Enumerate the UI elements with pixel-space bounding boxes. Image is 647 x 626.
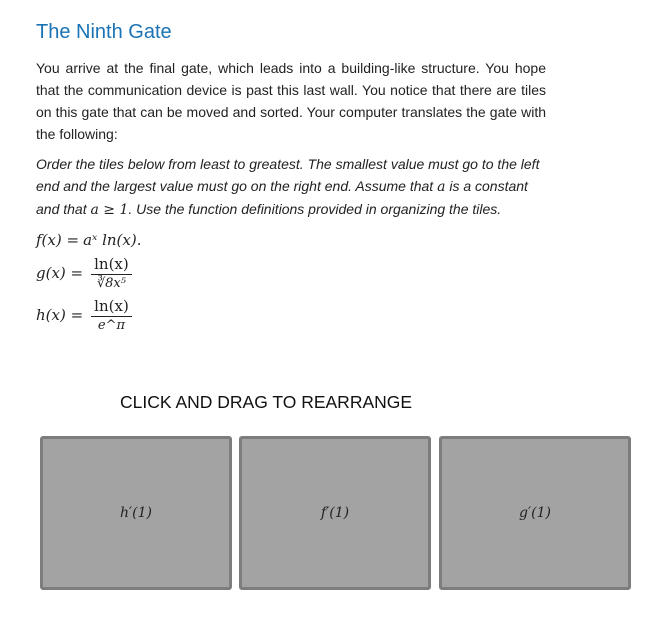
condition-math: a ≥ 1 [90,202,129,218]
function-definitions [36,231,556,333]
g-lhs: g(x) = [36,264,84,282]
page-title: The Ninth Gate [36,21,172,43]
h-denominator: e^π [97,318,126,333]
g-numerator: ln(x) [91,255,132,275]
definition-g [36,255,556,291]
instructions-text-1: Order the tiles below from least to greatest. The smallest value must go to the left end and the largest value must go on the right end. Assume that [36,156,540,194]
tile-2[interactable] [239,436,431,590]
instructions-text-3: . Use the function definitions provided in organizing the tiles. [128,201,502,217]
g-fraction [91,255,132,291]
instructions-paragraph [36,153,546,221]
h-lhs: h(x) = [36,306,84,324]
f-lhs: f(x) = [36,231,80,249]
intro-paragraph: You arrive at the final gate, which leads into a building-like structure. You hope that the communication device is past this last wall. You notice that there are tiles on this gate that can be moved and sorted. Your computer translates the gate with the following: [36,60,546,142]
tile-3[interactable] [439,436,631,590]
definition-f [36,231,556,249]
tile-1-label: h′(1) [119,505,153,521]
tile-2-label: f′(1) [320,505,350,521]
question-panel [36,18,556,339]
drag-instruction: CLICK AND DRAG TO REARRANGE [120,392,413,412]
tile-3-label: g′(1) [519,505,551,521]
tile-1[interactable] [40,436,232,590]
definition-h [36,297,556,333]
f-rhs: aˣ ln(x). [83,231,142,249]
h-fraction [91,297,132,333]
g-denominator: ∛8x⁵ [96,276,126,291]
instructions-text-2: is a constant and that [36,178,528,217]
constant-a: a [437,179,446,195]
h-numerator: ln(x) [91,297,132,317]
